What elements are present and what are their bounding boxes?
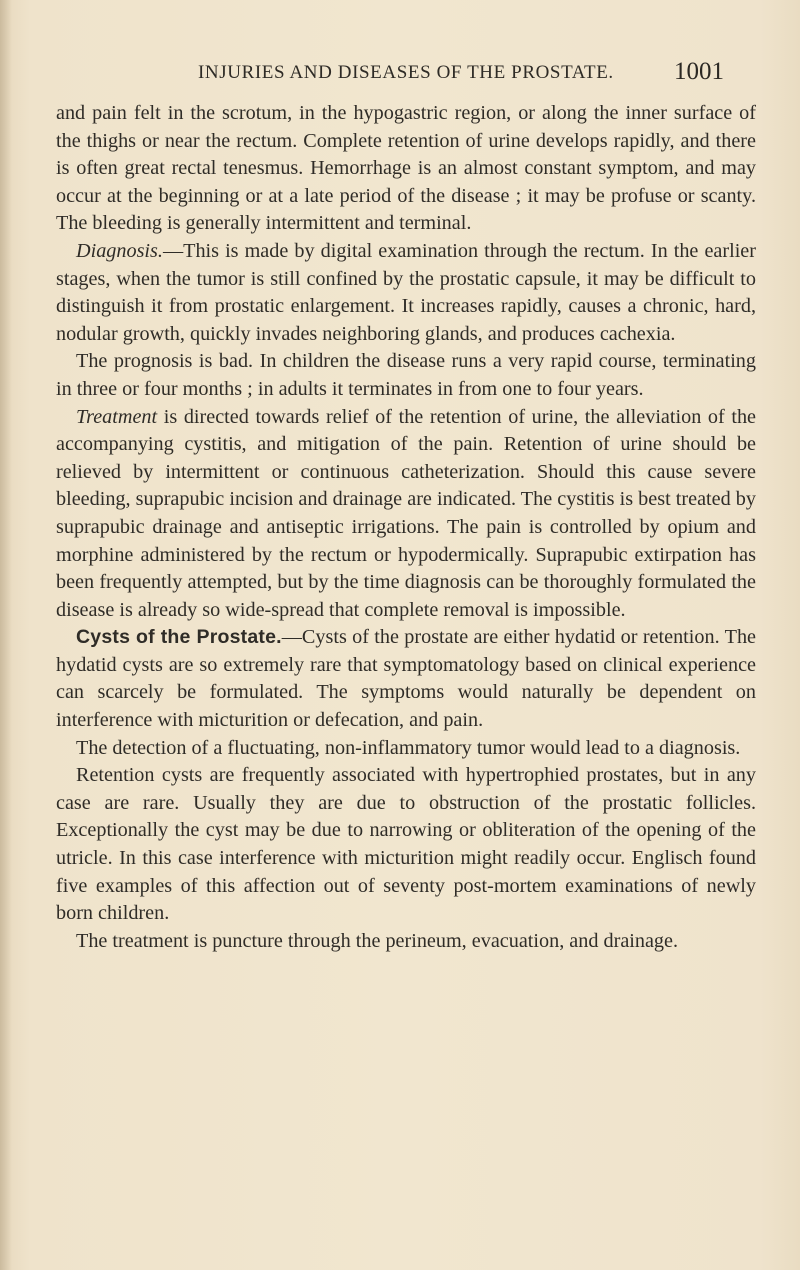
paragraph-prognosis: The prognosis is bad. In children the disease runs a very rapid course, terminating in three or four months ; in adults it terminates in from one to four years. — [56, 350, 756, 400]
treatment-text: is directed towards relief of the retention of urine, the alleviation of the accompanying cystitis, and mitigation of the pain. Retention of urine should be relieved by intermittent or continuous catheterization. Should this cause severe bleeding, suprapubic incision and drainage are indicated. The cystitis is best treated by suprapubic drainage and antiseptic irrigations. The pain is controlled by opium and morphine administered by the rectum or hypodermically. Suprapubic extirpation has been frequently attempted, but by the time diagnosis can be thoroughly formulated the disease is already so wide-spread that complete removal is impossible. — [56, 405, 756, 621]
paragraph-retention-cysts: Retention cysts are frequently associated with hypertrophied prostates, but in any case are rare. Usually they are due to obstruction of the prostatic follicles. Exceptionally the cyst may be due to narrowing or obliteration of the opening of the utricle. In this case interference with micturition might readily occur. Englisch found five examples of this affection out of seventy post-mortem examinations of newly born children. — [56, 764, 756, 925]
cysts-heading: Cysts of the Prostate. — [76, 626, 282, 649]
paragraph-cysts — [56, 624, 756, 734]
paragraph-cyst-treatment: The treatment is puncture through the perineum, evacuation, and drainage. — [76, 929, 679, 952]
paragraph-diagnosis — [56, 238, 756, 348]
running-head: INJURIES AND DISEASES OF THE PROSTATE. — [198, 62, 614, 83]
diagnosis-heading: Diagnosis. — [76, 239, 163, 262]
body-text — [56, 100, 756, 955]
treatment-heading: Treatment — [76, 405, 158, 428]
paragraph-treatment — [56, 404, 756, 625]
cysts-text: —Cysts of the prostate are either hydatid or retention. The hydatid cysts are so extremely rare that symptomatology based on clinical experience can scarcely be formulated. The symptoms would naturally be dependent on interference with micturition or defecation, and pain. — [56, 626, 756, 732]
paragraph-detection: The detection of a fluctuating, non-inflammatory tumor would lead to a diagnosis. — [76, 736, 741, 759]
diagnosis-text: —This is made by digital examination through the rectum. In the earlier stages, when the tumor is still confined by the prostatic capsule, it may be difficult to distinguish it from prostatic enlargement. It increases rapidly, causes a chronic, hard, nodular growth, quickly invades neighboring glands, and produces cachexia. — [56, 239, 756, 345]
page-header — [0, 56, 800, 96]
page-number: 1001 — [674, 58, 724, 85]
paragraph-symptoms: and pain felt in the scrotum, in the hypogastric region, or along the inner surface of the thighs or near the rectum. Complete retention of urine develops rapidly, and there is often great rectal tenesmus. Hemorrhage is an almost constant symptom, and may occur at the beginning or at a late period of the disease ; it may be profuse or scanty. The bleeding is generally intermittent and terminal. — [56, 102, 756, 235]
page-gutter-shadow — [0, 0, 12, 1270]
